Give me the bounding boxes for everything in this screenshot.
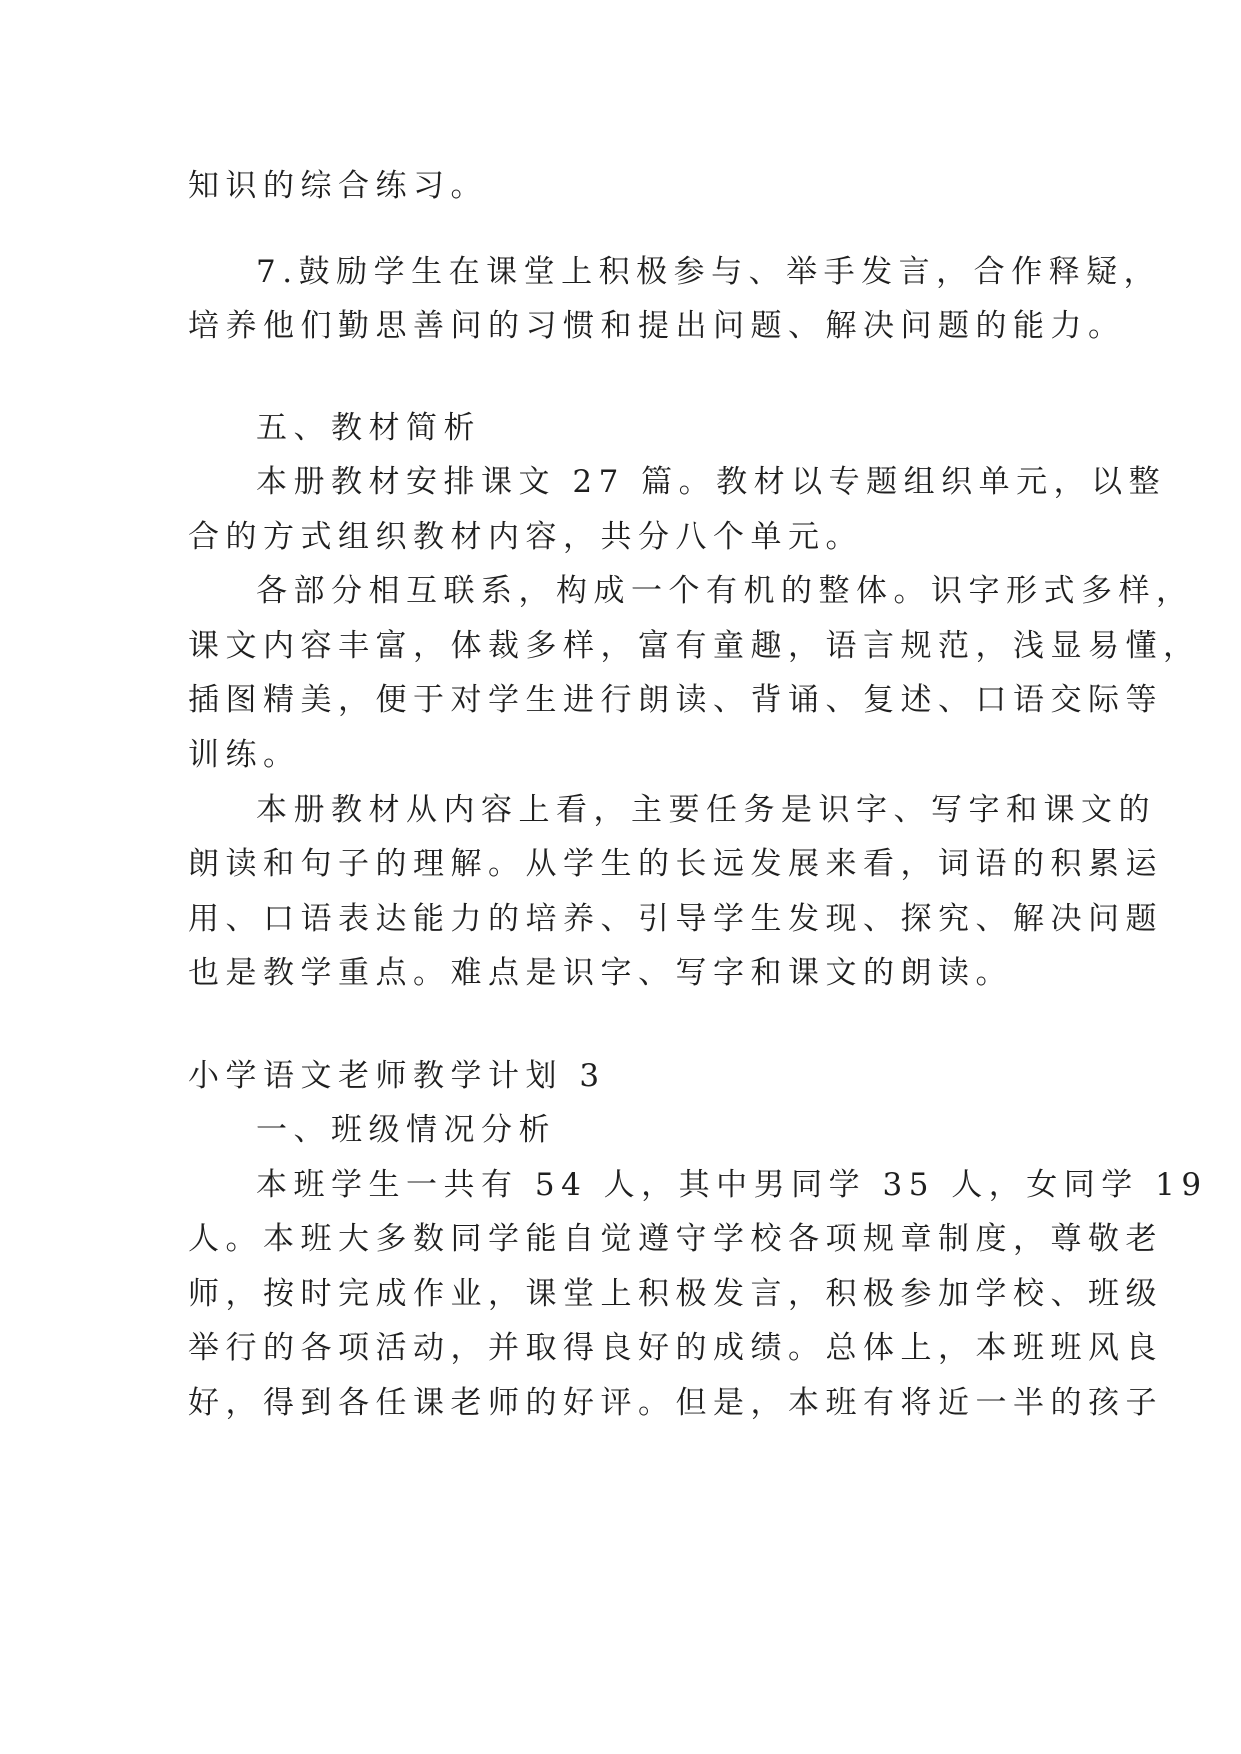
text-line: 举行的各项活动，并取得良好的成绩。总体上，本班班风良 — [188, 1330, 1163, 1366]
text-line: 训练。 — [188, 737, 301, 773]
text-line: 朗读和句子的理解。从学生的长远发展来看，词语的积累运 — [188, 846, 1163, 882]
text-line: 课文内容丰富，体裁多样，富有童趣，语言规范，浅显易懂， — [188, 628, 1201, 664]
text-line: 师，按时完成作业，课堂上积极发言，积极参加学校、班级 — [188, 1276, 1163, 1312]
article-title: 小学语文老师教学计划 3 — [188, 1058, 606, 1094]
text-line: 各部分相互联系，构成一个有机的整体。识字形式多样， — [256, 573, 1194, 609]
text-line: 7.鼓励学生在课堂上积极参与、举手发言，合作释疑， — [256, 254, 1162, 290]
text-line: 好，得到各任课老师的好评。但是，本班有将近一半的孩子 — [188, 1385, 1163, 1421]
text-line: 人。本班大多数同学能自觉遵守学校各项规章制度，尊敬老 — [188, 1221, 1163, 1257]
text-line: 本册教材安排课文 27 篇。教材以专题组织单元，以整 — [256, 464, 1167, 500]
text-line: 本班学生一共有 54 人，其中男同学 35 人，女同学 19 — [256, 1167, 1208, 1203]
section-heading: 五、教材简析 — [256, 410, 481, 446]
text-line: 本册教材从内容上看，主要任务是识字、写字和课文的 — [256, 792, 1156, 828]
section-heading: 一、班级情况分析 — [256, 1112, 556, 1148]
text-line: 培养他们勤思善问的习惯和提出问题、解决问题的能力。 — [188, 308, 1126, 344]
text-line: 插图精美，便于对学生进行朗读、背诵、复述、口语交际等 — [188, 682, 1163, 718]
text-line: 用、口语表达能力的培养、引导学生发现、探究、解决问题 — [188, 901, 1163, 937]
text-line: 知识的综合练习。 — [188, 168, 488, 204]
text-line: 合的方式组织教材内容，共分八个单元。 — [188, 519, 863, 555]
text-line: 也是教学重点。难点是识字、写字和课文的朗读。 — [188, 955, 1013, 991]
